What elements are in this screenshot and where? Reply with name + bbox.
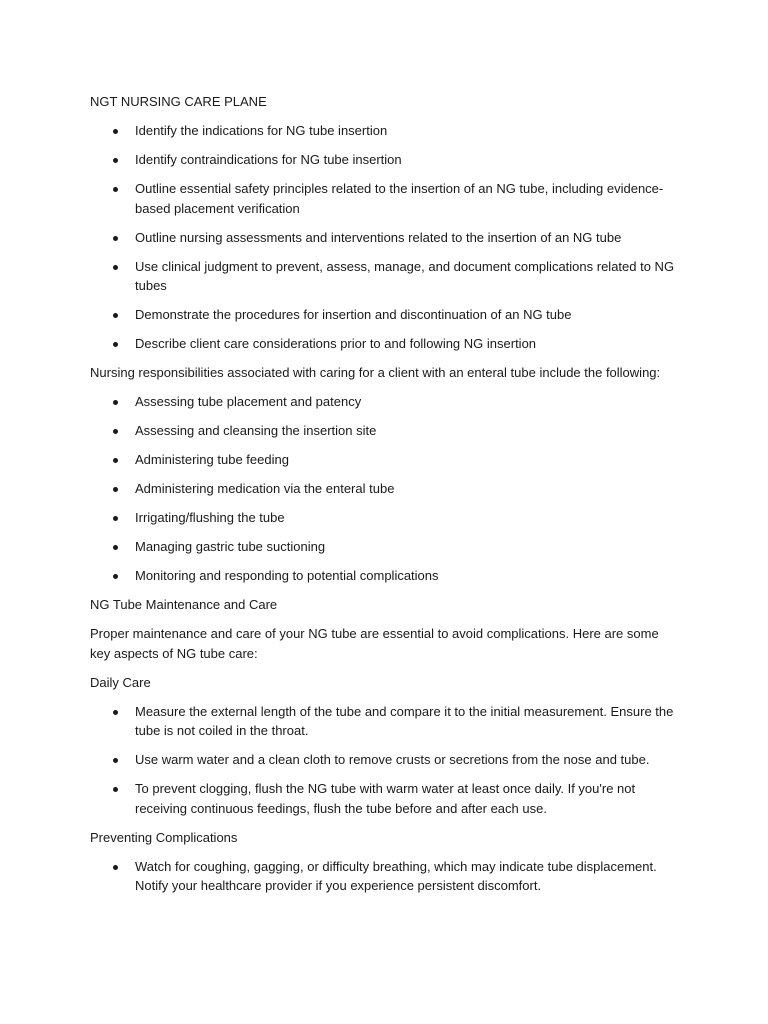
bullet-icon [113, 458, 118, 463]
bullet-icon [113, 516, 118, 521]
objectives-list [90, 121, 680, 354]
list-item [90, 750, 680, 770]
complications-heading: Preventing Complications [90, 829, 238, 845]
bullet-icon [113, 129, 118, 134]
list-item [90, 228, 680, 248]
maintenance-intro: Proper maintenance and care of your NG tube are essential to avoid complications. Here are some key aspects of NG tube care: [90, 626, 659, 661]
maintenance-heading: NG Tube Maintenance and Care [90, 597, 278, 612]
complications-list [90, 857, 680, 896]
list-item [90, 566, 680, 586]
list-item-text: Monitoring and responding to potential complications [135, 568, 439, 583]
bullet-icon [113, 342, 118, 347]
bullet-icon [113, 574, 118, 579]
document-page [90, 92, 680, 905]
bullet-icon [113, 865, 118, 870]
list-item-text: Demonstrate the procedures for insertion and discontinuation of an NG tube [135, 307, 572, 322]
bullet-icon [113, 758, 118, 763]
bullet-icon [113, 787, 118, 792]
list-item [90, 779, 680, 818]
list-item [90, 392, 680, 412]
responsibilities-list [90, 392, 680, 586]
list-item [90, 179, 680, 218]
list-item [90, 702, 680, 741]
responsibilities-intro: Nursing responsibilities associated with caring for a client with an enteral tube include the following: [90, 365, 661, 380]
list-item-text: Administering medication via the enteral tube [135, 481, 395, 496]
bullet-icon [113, 158, 118, 163]
list-item-text: Outline essential safety principles related to the insertion of an NG tube, including evidence-based placement verification [135, 181, 664, 216]
list-item-text: Administering tube feeding [135, 452, 289, 467]
list-item-text: Irrigating/flushing the tube [135, 510, 285, 525]
list-item [90, 334, 680, 354]
list-item [90, 150, 680, 170]
bullet-icon [113, 429, 118, 434]
list-item-text: Use warm water and a clean cloth to remove crusts or secretions from the nose and tube. [135, 752, 650, 767]
bullet-icon [113, 313, 118, 318]
list-item [90, 305, 680, 325]
list-item [90, 257, 680, 296]
list-item [90, 537, 680, 557]
list-item [90, 857, 680, 896]
list-item-text: Identify the indications for NG tube insertion [135, 123, 388, 138]
list-item-text: To prevent clogging, flush the NG tube with warm water at least once daily. If you're not receiving continuous feedings, flush the tube before and after each use. [135, 781, 636, 816]
list-item [90, 450, 680, 470]
document-title: NGT NURSING CARE PLANE [90, 94, 267, 109]
list-item-text: Assessing tube placement and patency [135, 394, 362, 409]
list-item-text: Use clinical judgment to prevent, assess, manage, and document complications related to NG tubes [135, 258, 675, 293]
list-item-text: Watch for coughing, gagging, or difficulty breathing, which may indicate tube displacement. Notify your healthcare provider if you experience persistent discomfort. [135, 858, 657, 893]
list-item-text: Identify contraindications for NG tube insertion [135, 152, 402, 167]
list-item-text: Measure the external length of the tube and compare it to the initial measurement. Ensure the tube is not coiled in the throat. [135, 703, 674, 738]
daily-care-heading: Daily Care [90, 674, 151, 690]
list-item-text: Outline nursing assessments and interventions related to the insertion of an NG tube [135, 229, 622, 245]
bullet-icon [113, 187, 118, 192]
list-item [90, 508, 680, 528]
list-item-text: Assessing and cleansing the insertion site [135, 423, 377, 438]
list-item-text: Describe client care considerations prior to and following NG insertion [135, 336, 537, 351]
bullet-icon [113, 400, 118, 405]
bullet-icon [113, 265, 118, 270]
list-item-text: Managing gastric tube suctioning [135, 539, 326, 554]
bullet-icon [113, 487, 118, 492]
bullet-icon [113, 236, 118, 241]
bullet-icon [113, 710, 118, 715]
bullet-icon [113, 545, 118, 550]
daily-care-list [90, 702, 680, 819]
list-item [90, 479, 680, 499]
list-item [90, 421, 680, 441]
list-item [90, 121, 680, 141]
